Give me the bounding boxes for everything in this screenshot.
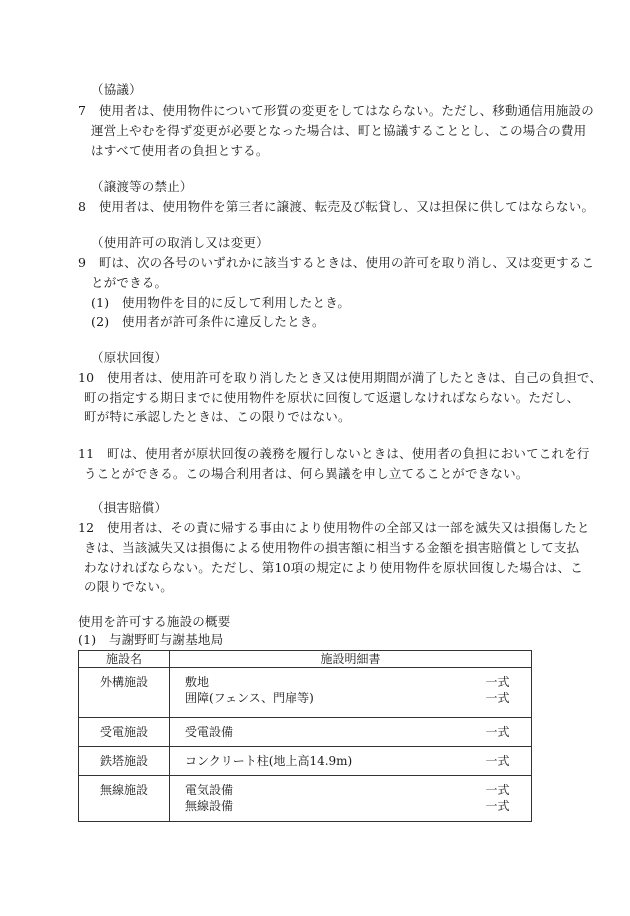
- table-row: [79, 776, 532, 822]
- item-name: 無線設備: [185, 799, 234, 813]
- clause-9-line-2: とができる。: [91, 275, 168, 290]
- clause-7-line-3: はすべて使用者の負担とする。: [91, 143, 269, 158]
- item-qty: 一式: [485, 691, 510, 705]
- section-heading-damages: （損害賠償）: [91, 500, 168, 515]
- item-qty: 一式: [485, 754, 510, 768]
- item-name: 電気設備: [185, 783, 234, 797]
- facility-name: 鉄塔施設: [99, 754, 148, 768]
- facility-table: [78, 650, 532, 822]
- clause-10-line-1: 10 使用者は、使用許可を取り消したとき又は使用期間が満了したときは、自己の負担で、: [78, 370, 603, 385]
- clause-9-item-2: (2) 使用者が許可条件に違反したとき。: [91, 314, 325, 329]
- table-row: [79, 668, 532, 718]
- item-name: 囲障(フェンス、門扉等): [185, 691, 314, 705]
- table-row: [79, 718, 532, 747]
- clause-9-item-1: (1) 使用物件を目的に反して利用したとき。: [91, 295, 351, 310]
- clause-10-line-2: 町の指定する期日までに使用物件を原状に回復して返還しなければならない。ただし、: [84, 390, 580, 405]
- section-heading-consultation: （協議）: [91, 82, 142, 97]
- section-heading-revocation: （使用許可の取消し又は変更）: [91, 235, 269, 250]
- header-facility-detail: 施設明細書: [170, 651, 532, 668]
- facility-name: 受電施設: [99, 725, 148, 739]
- facility-name: 無線施設: [99, 783, 148, 797]
- clause-10-line-3: 町が特に承認したときは、この限りではない。: [84, 409, 351, 424]
- clause-12-line-4: の限りでない。: [84, 579, 173, 594]
- header-facility-name: 施設名: [79, 651, 170, 668]
- item-name: 受電設備: [185, 725, 234, 739]
- clause-12-line-2: きは、当該滅失又は損傷による使用物件の損害額に相当する金額を損害賠償として支払: [84, 540, 580, 555]
- facility-name: 外構施設: [99, 675, 148, 689]
- clause-11-line-2: うことができる。この場合利用者は、何ら異議を申し立てることができない。: [84, 466, 529, 481]
- item-qty: 一式: [485, 799, 510, 813]
- clause-7-line-2: 運営上やむを得ず変更が必要となった場合は、町と協議することとし、この場合の費用: [91, 123, 587, 138]
- item-qty: 一式: [485, 675, 510, 689]
- section-heading-transfer-prohibition: （譲渡等の禁止）: [91, 179, 193, 194]
- item-name: コンクリート柱(地上高14.9m): [185, 754, 353, 768]
- item-name: 敷地: [185, 675, 210, 689]
- clause-8-line-1: 8 使用者は、使用物件を第三者に譲渡、転売及び転貸し、又は担保に供してはならない。: [78, 199, 595, 214]
- facility-table-header: [79, 651, 532, 668]
- section-heading-restoration: （原状回復）: [91, 350, 168, 365]
- clause-11-line-1: 11 町は、使用者が原状回復の義務を履行しないときは、使用者の負担においてこれを行: [78, 446, 590, 461]
- clause-7-line-1: 7 使用者は、使用物件について形質の変更をしてはならない。ただし、移動通信用施設の: [78, 103, 594, 118]
- item-qty: 一式: [485, 725, 510, 739]
- facility-subtitle: (1) 与謝野町与謝基地局: [78, 632, 224, 647]
- clause-9-line-1: 9 町は、次の各号のいずれかに該当するときは、使用の許可を取り消し、又は変更するこ: [78, 255, 595, 270]
- table-row: [79, 747, 532, 776]
- item-qty: 一式: [485, 783, 510, 797]
- facility-title: 使用を許可する施設の概要: [78, 614, 231, 629]
- clause-12-line-1: 12 使用者は、その責に帰する事由により使用物件の全部又は一部を滅失又は損傷したと: [78, 520, 590, 535]
- clause-12-line-3: わなければならない。ただし、第10項の規定により使用物件を原状回復した場合は、こ: [84, 560, 583, 575]
